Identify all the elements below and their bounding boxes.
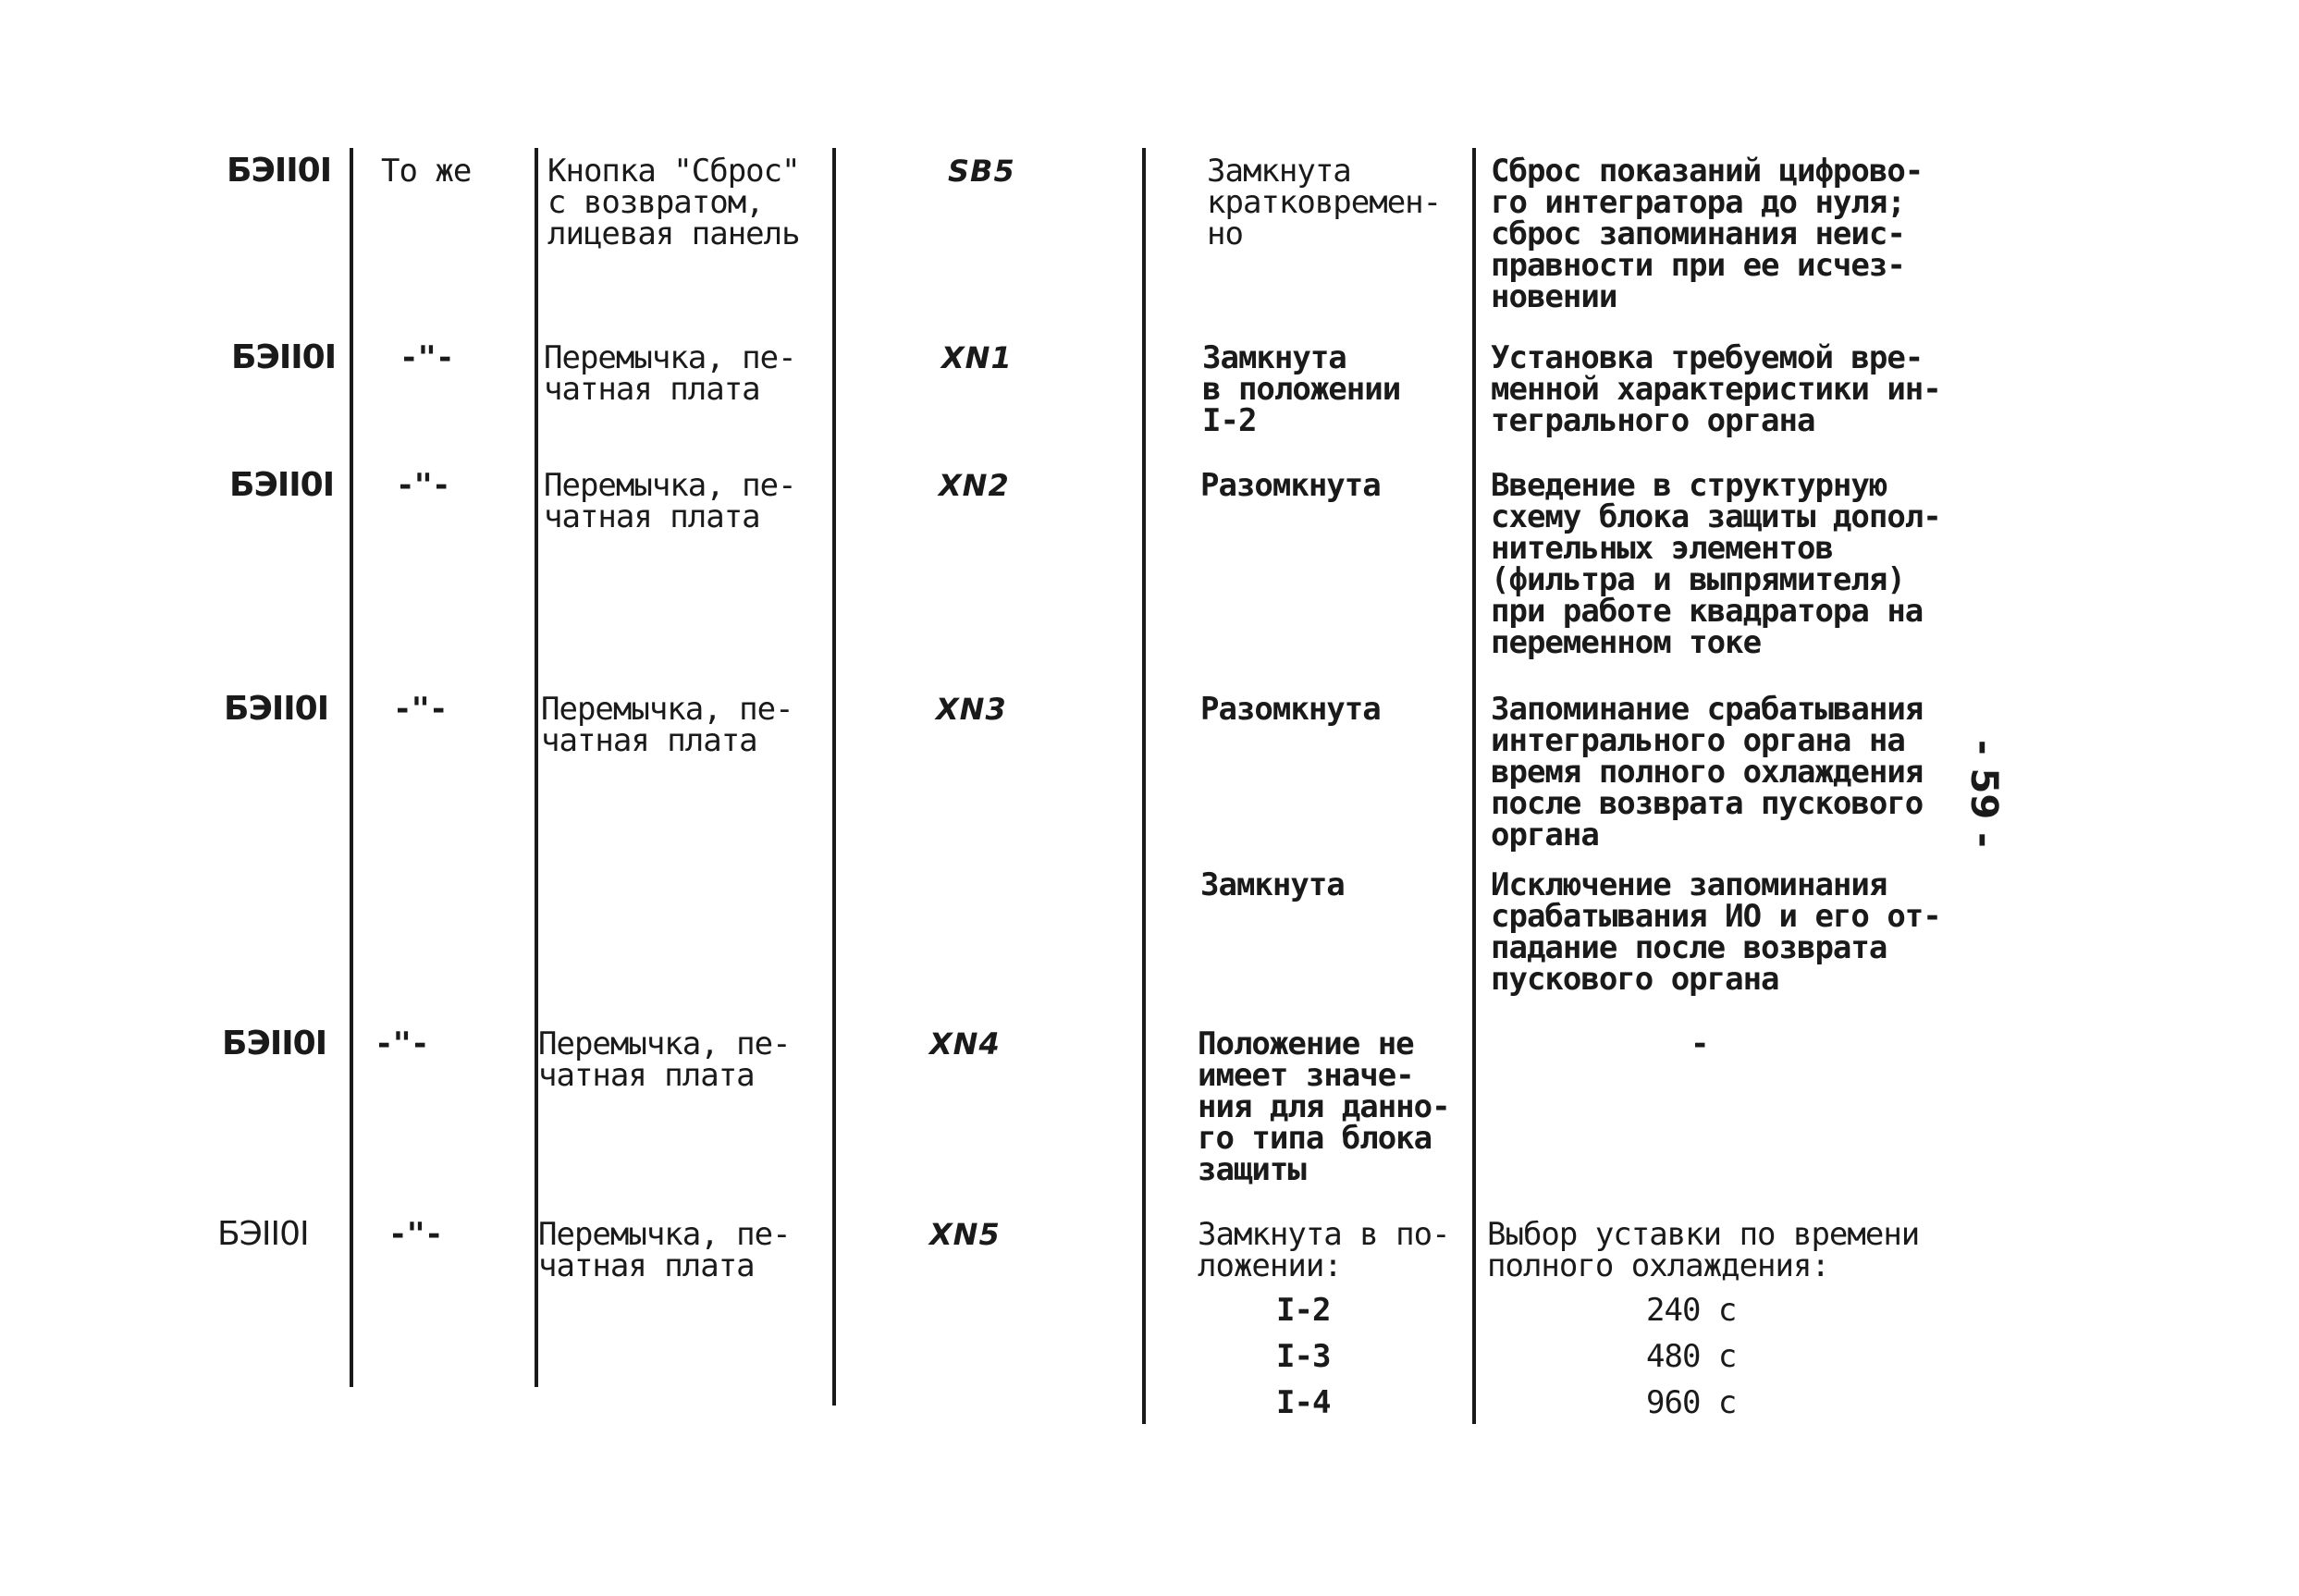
purpose-cell: Запоминание срабатывания интегрального органа на время полного охлаждения после возврата пускового органа — [1491, 691, 1924, 853]
state-cell-alt: Замкнута — [1200, 866, 1345, 903]
page-number: - 59 - — [1962, 740, 2005, 848]
element-cell: Перемычка, пе- чатная плата — [544, 467, 796, 535]
setting-time: 960 с — [1646, 1384, 1737, 1421]
state-cell: Замкнута в положении I-2 — [1202, 339, 1401, 439]
column-rule — [350, 148, 353, 1387]
block-cell: БЭII0I — [222, 1025, 327, 1062]
column-rule — [1472, 148, 1476, 1424]
purpose-cell: Сброс показаний цифрово- го интегратора до нуля; сброс запоминания неис- правности при ее исчез- новении — [1491, 153, 1924, 315]
designation-cell: XN4 — [929, 1026, 1001, 1062]
element-cell: Кнопка "Сброс" с возвратом, лицевая панель — [547, 153, 800, 252]
purpose-cell-alt: Исключение запоминания срабатывания ИО и его от- падание после возврата пускового органа — [1491, 866, 1941, 998]
setting-position: I-3 — [1276, 1338, 1331, 1375]
designation-cell: XN1 — [941, 340, 1013, 375]
purpose-cell: Введение в структурную схему блока защиты допол- нительных элементов (фильтра и выпрямителя) при работе квадратора на переменном токе — [1491, 467, 1941, 661]
ditto-cell: -"- — [393, 691, 448, 728]
state-cell: Замкнута в по- ложении: — [1198, 1216, 1450, 1284]
setting-position: I-4 — [1276, 1384, 1331, 1421]
element-cell: Перемычка, пе- чатная плата — [544, 339, 796, 408]
block-cell: БЭII0I — [217, 1215, 309, 1253]
element-cell: Перемычка, пе- чатная плата — [541, 691, 793, 759]
column-rule — [1142, 148, 1146, 1424]
setting-time: 240 с — [1646, 1292, 1737, 1329]
block-cell: БЭII0I — [227, 152, 332, 190]
element-cell: Перемычка, пе- чатная плата — [538, 1216, 791, 1284]
column-rule — [535, 148, 538, 1387]
ditto-cell: -"- — [388, 1216, 443, 1253]
state-cell: Разомкнута — [1200, 691, 1381, 728]
block-cell: БЭII0I — [229, 466, 335, 504]
block-cell: БЭII0I — [231, 338, 337, 376]
setting-position: I-2 — [1276, 1292, 1331, 1329]
purpose-cell: - — [1690, 1025, 1709, 1062]
ditto-cell: -"- — [396, 467, 450, 504]
designation-cell: SB5 — [948, 153, 1015, 189]
column-rule — [832, 148, 836, 1406]
state-cell: Положение не имеет значе- ния для данно- го типа блока защиты — [1198, 1025, 1450, 1188]
state-cell: Разомкнута — [1200, 467, 1381, 504]
purpose-cell: Выбор уставки по времени полного охлаждения: — [1487, 1216, 1920, 1284]
designation-cell: XN3 — [936, 692, 1007, 727]
ditto-cell: -"- — [400, 339, 454, 376]
block-cell: БЭII0I — [224, 690, 329, 728]
state-cell: Замкнута кратковремен- но — [1207, 153, 1442, 252]
element-cell: Перемычка, пе- чатная плата — [538, 1025, 791, 1094]
ditto-cell: То же — [381, 153, 472, 190]
ditto-cell: -"- — [375, 1025, 429, 1062]
setting-time: 480 с — [1646, 1338, 1737, 1375]
designation-cell: XN2 — [939, 468, 1010, 503]
purpose-cell: Установка требуемой вре- менной характеристики ин- тегрального органа — [1491, 339, 1941, 439]
designation-cell: XN5 — [929, 1217, 1001, 1252]
